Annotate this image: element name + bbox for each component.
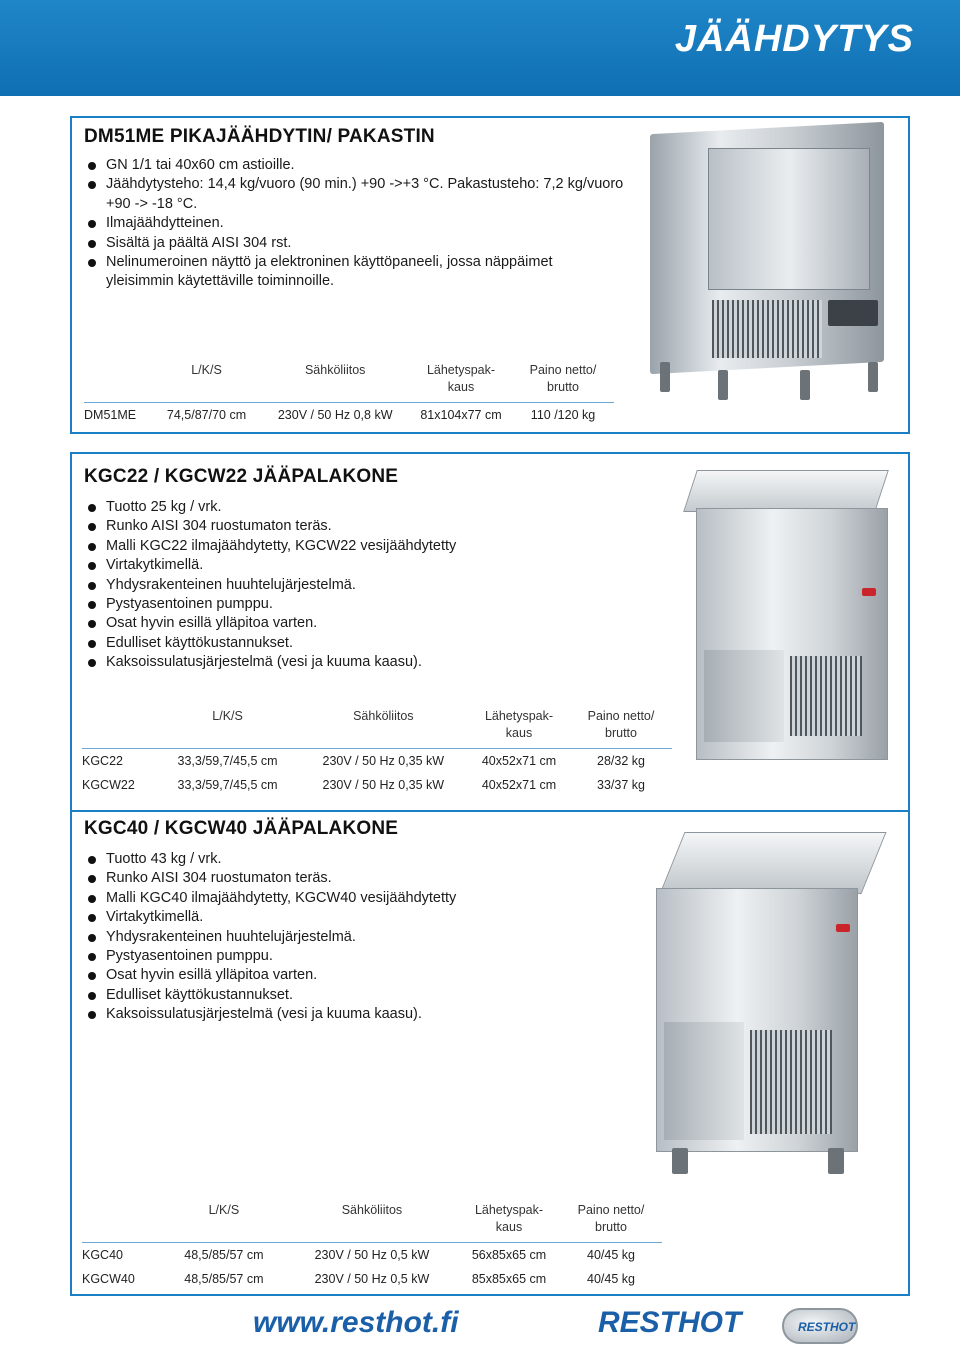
table-header: Lähetyspak-kaus [484, 709, 554, 740]
list-item: Osat hyvin esillä ylläpitoa varten. [84, 614, 604, 633]
footer-website-link[interactable]: www.resthot.fi [253, 1306, 459, 1339]
table-header [84, 362, 153, 403]
section-title: KGC22 / KGCW22 JÄÄPALAKONE [84, 466, 399, 487]
table-cell: 230V / 50 Hz 0,5 kW [314, 1248, 430, 1262]
table-header: L/K/S [212, 709, 243, 723]
table-cell: KGC40 [82, 1248, 123, 1262]
table-header [82, 708, 157, 749]
product-image-blast-chiller [642, 124, 892, 424]
table-row [82, 1243, 662, 1268]
list-item: Virtakytkimellä. [84, 908, 604, 927]
list-item: Pystyasentoinen pumppu. [84, 947, 604, 966]
table-row [84, 403, 614, 428]
table-cell: 81x104x77 cm [420, 408, 502, 422]
table-header: L/K/S [208, 1203, 240, 1217]
table-cell: 33,3/59,7/45,5 cm [177, 754, 278, 768]
table-cell: 33/37 kg [597, 778, 645, 792]
table-cell: KGCW40 [82, 1272, 135, 1286]
list-item: Malli KGC22 ilmajäähdytetty, KGCW22 vesijäähdytetty [84, 537, 604, 556]
list-item: Malli KGC40 ilmajäähdytetty, KGCW40 vesijäähdytetty [84, 889, 604, 908]
table-cell: 56x85x65 cm [471, 1248, 547, 1262]
section-title: KGC40 / KGCW40 JÄÄPALAKONE [84, 818, 399, 839]
table-header: Paino netto/ brutto [587, 709, 655, 740]
list-item: Nelinumeroinen näyttö ja elektroninen käyttöpaneeli, jossa näppäimet yleisimmin käytettäville toiminnoille. [84, 253, 624, 292]
table-cell: 85x85x65 cm [471, 1272, 547, 1286]
table-cell: 40/45 kg [587, 1248, 635, 1262]
spec-table [84, 362, 614, 427]
section-kgc22 [70, 452, 910, 812]
list-item: Yhdysrakenteinen huuhtelujärjestelmä. [84, 576, 604, 595]
spec-table [82, 1202, 662, 1291]
feature-list [84, 498, 604, 673]
list-item: Tuotto 43 kg / vrk. [84, 850, 604, 869]
list-item: Edulliset käyttökustannukset. [84, 634, 604, 653]
list-item: Osat hyvin esillä ylläpitoa varten. [84, 966, 604, 985]
table-header: Sähköliitos [304, 363, 366, 377]
table-cell: 230V / 50 Hz 0,5 kW [314, 1272, 430, 1286]
table-cell: 28/32 kg [597, 754, 645, 768]
resthot-logo [782, 1308, 858, 1344]
list-item: Runko AISI 304 ruostumaton teräs. [84, 869, 604, 888]
section-kgc40 [70, 810, 910, 1296]
list-item: GN 1/1 tai 40x60 cm astioille. [84, 156, 624, 175]
list-item: Jäähdytysteho: 14,4 kg/vuoro (90 min.) +90 ->+3 °C. Pakastusteho: 7,2 kg/vuoro +90 -> -18 °C. [84, 175, 624, 214]
list-item: Pystyasentoinen pumppu. [84, 595, 604, 614]
list-item: Tuotto 25 kg / vrk. [84, 498, 604, 517]
list-item: Yhdysrakenteinen huuhtelujärjestelmä. [84, 928, 604, 947]
spec-table [82, 708, 672, 797]
table-cell: 40x52x71 cm [481, 778, 557, 792]
table-header: Paino netto/ brutto [529, 363, 597, 394]
table-header: Lähetyspak-kaus [426, 363, 496, 394]
table-header: Lähetyspak-kaus [474, 1203, 544, 1234]
table-cell: KGC22 [82, 754, 123, 768]
list-item: Virtakytkimellä. [84, 556, 604, 575]
section-title: DM51ME PIKAJÄÄHDYTIN/ PAKASTIN [84, 126, 435, 147]
table-row [82, 749, 672, 774]
table-cell: 48,5/85/57 cm [184, 1272, 264, 1286]
feature-list [84, 850, 604, 1025]
table-row [82, 773, 672, 797]
table-header: L/K/S [191, 363, 222, 377]
table-header: Sähköliitos [341, 1203, 403, 1217]
table-header-row [84, 362, 614, 403]
section-dm51me [70, 116, 910, 434]
table-cell: 230V / 50 Hz 0,35 kW [322, 754, 445, 768]
table-cell: 33,3/59,7/45,5 cm [177, 778, 278, 792]
list-item: Edulliset käyttökustannukset. [84, 986, 604, 1005]
header-banner [0, 0, 960, 96]
page-title: JÄÄHDYTYS [674, 18, 914, 60]
product-image-ice-maker-kgc22 [682, 470, 902, 770]
table-header-row [82, 1202, 662, 1243]
table-cell: 48,5/85/57 cm [184, 1248, 264, 1262]
list-item: Runko AISI 304 ruostumaton teräs. [84, 517, 604, 536]
table-header-row [82, 708, 672, 749]
list-item: Kaksoissulatusjärjestelmä (vesi ja kuuma kaasu). [84, 1005, 604, 1024]
table-cell: 230V / 50 Hz 0,8 kW [277, 408, 393, 422]
table-cell: 40/45 kg [587, 1272, 635, 1286]
table-header: Paino netto/ brutto [577, 1203, 645, 1234]
table-cell: 230V / 50 Hz 0,35 kW [322, 778, 445, 792]
logo-text: RESTHOT [798, 1320, 856, 1334]
table-row [82, 1267, 662, 1291]
table-header [82, 1202, 162, 1243]
table-cell: DM51ME [84, 408, 137, 422]
list-item: Kaksoissulatusjärjestelmä (vesi ja kuuma kaasu). [84, 653, 604, 672]
table-cell: KGCW22 [82, 778, 135, 792]
feature-list [84, 156, 624, 292]
list-item: Sisältä ja päältä AISI 304 rst. [84, 234, 624, 253]
table-cell: 110 /120 kg [530, 408, 596, 422]
table-cell: 74,5/87/70 cm [166, 408, 247, 422]
table-cell: 40x52x71 cm [481, 754, 557, 768]
product-image-ice-maker-kgc40 [632, 832, 902, 1192]
list-item: Ilmajäähdytteinen. [84, 214, 624, 233]
table-header: Sähköliitos [353, 709, 414, 723]
footer-brand: RESTHOT [598, 1306, 742, 1339]
